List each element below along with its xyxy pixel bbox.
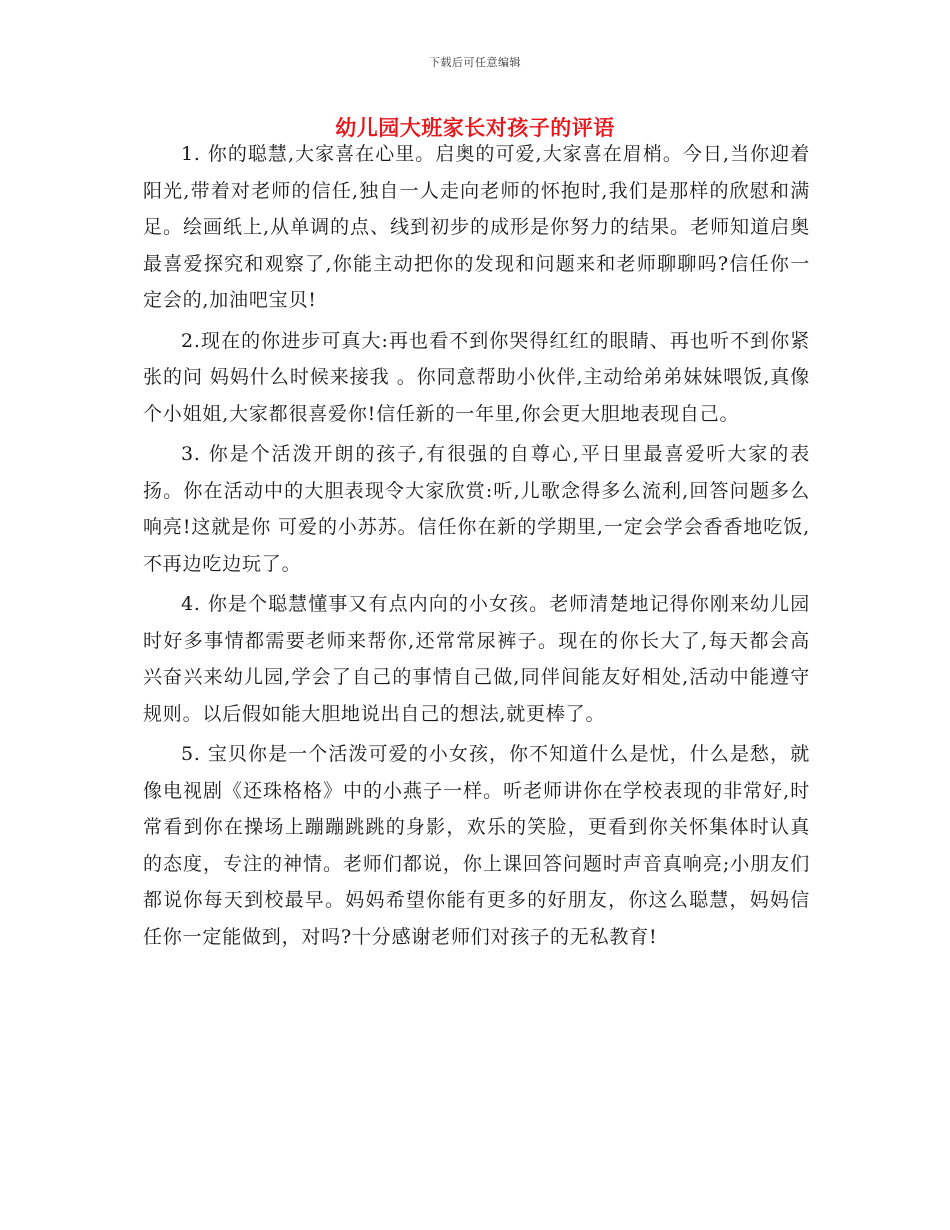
paragraph-3: 3. 你是个活泼开朗的孩子,有很强的自尊心,平日里最喜爱听大家的表扬。你在活动中的大胆表现令大家欣赏:听,儿歌念得多么流利,回答问题多么响亮!这就是你 可爱的小苏苏。信任你在新的学期里,一定会学会香香地吃饭,不再边吃边玩了。 [143, 443, 810, 575]
header-note: 下载后可任意编辑 [429, 56, 521, 69]
paragraph-4: 4. 你是个聪慧懂事又有点内向的小女孩。老师清楚地记得你刚来幼儿园时好多事情都需要老师来帮你,还常常尿裤子。现在的你长大了,每天都会高兴奋兴来幼儿园,学会了自己的事情自己做,同伴间能友好相处,活动中能遵守规则。以后假如能大胆地说出自己的想法,就更棒了。 [143, 593, 810, 725]
document-title: 幼儿园大班家长对孩子的评语 [335, 115, 615, 140]
document-body [143, 136, 810, 959]
paragraph-1: 1. 你的聪慧,大家喜在心里。启奥的可爱,大家喜在眉梢。今日,当你迎着阳光,带着对老师的信任,独自一人走向老师的怀抱时,我们是那样的欣慰和满足。绘画纸上,从单调的点、线到初步的成形是你努力的结果。老师知道启奥最喜爱探究和观察了,你能主动把你的发现和问题来和老师聊聊吗?信任你一定会的,加油吧宝贝! [143, 143, 810, 311]
paragraph-2: 2.现在的你进步可真大:再也看不到你哭得红红的眼睛、再也听不到你紧张的问 妈妈什么时候来接我 。你同意帮助小伙伴,主动给弟弟妹妹喂饭,真像个小姐姐,大家都很喜爱你!信任新的一年里,你会更大胆地表现自己。 [143, 329, 810, 425]
paragraph-5: 5. 宝贝你是一个活泼可爱的小女孩，你不知道什么是忧，什么是愁，就像电视剧《还珠格格》中的小燕子一样。听老师讲你在学校表现的非常好,时常看到你在操场上蹦蹦跳跳的身影，欢乐的笑脸，更看到你关怀集体时认真的态度，专注的神情。老师们都说，你上课回答问题时声音真响亮;小朋友们都说你每天到校最早。妈妈希望你能有更多的好朋友，你这么聪慧，妈妈信任你一定能做到，对吗?十分感谢老师们对孩子的无私教育! [143, 743, 810, 948]
